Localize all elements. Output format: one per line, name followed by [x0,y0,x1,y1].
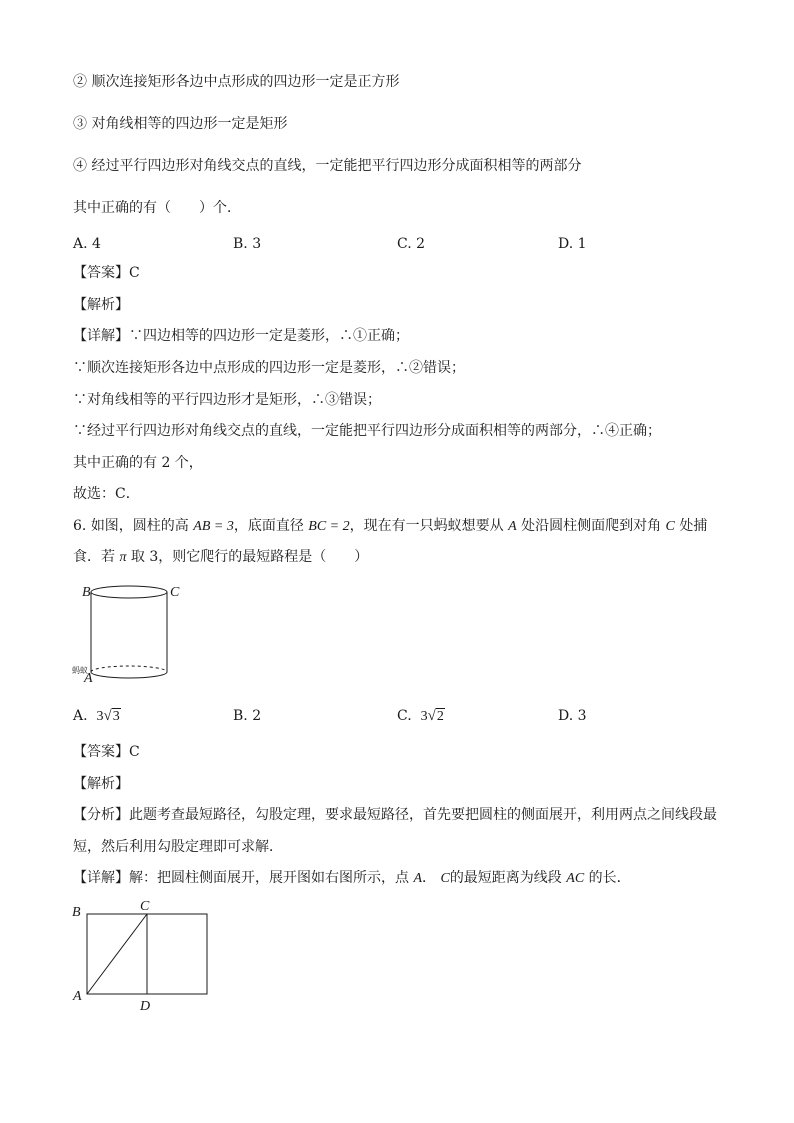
q5-answer [73,263,140,283]
q6-text: ，底面直径 [233,518,304,534]
statement-4: ④ 经过平行四边形对角线交点的直线，一定能把平行四边形分成面积相等的两部分 [73,158,582,174]
q6-point-c: C [665,519,675,534]
net-label-d: D [140,999,151,1014]
q5-option-d: D. 1 [558,236,587,252]
q6-text: ，现在有一只蚂蚁想要从 [349,518,504,534]
q5-option-a: A. 4 [73,236,101,252]
q6-analysis-line-2: 短，然后利用勾股定理即可求解． [73,839,283,855]
net-label-b: B [72,905,81,920]
q5-prompt: 其中正确的有（ ）个． [73,200,241,216]
cylinder-label-a: A [84,671,93,686]
q5-detail-line-1 [73,326,409,346]
q6-text: 取 3，则它爬行的最短路程是（ ） [130,549,369,565]
q5-detail-line-4: ∵经过平行四边形对角线交点的直线，一定能把平行四边形分成面积相等的两部分，∴④正确； [73,423,661,439]
q6-text: 如图，圆柱的高 [90,518,189,534]
cylinder-bottom-back [91,666,167,672]
analysis-text: 此题考查最短路径，勾股定理，要求最短路径，首先要把圆柱的侧面展开，利用两点之间线段最 [129,807,717,823]
q6-text-line-1 [73,516,707,537]
q6-text: 处捕 [679,518,708,534]
detail-point-c: C [440,871,450,886]
net-segment-ac [87,914,147,994]
q6-point-a: A [508,519,517,534]
q6-text: 处沿圆柱侧面爬到对角 [521,518,662,534]
q6-ab-eq: AB = 3 [193,519,234,534]
q6-option-d: D. 3 [558,708,587,724]
q6-detail-line [73,868,631,889]
detail-text: 的最短距离为线段 [449,870,562,886]
q5-analysis-tag: 【解析】 [73,297,129,313]
option-prefix: C. [397,708,412,724]
q5-detail-line-5: 其中正确的有 2 个， [73,455,203,471]
q6-option-c [397,706,445,727]
radical-3-sqrt-3: 3√3 [96,708,120,724]
detail-text: 解：把圆柱侧面展开，展开图如右图所示，点 [129,870,409,886]
cylinder-label-c: C [170,585,180,600]
q5-detail-line-2: ∵顺次连接矩形各边中点形成的四边形一定是菱形，∴②错误； [73,360,465,376]
radicand: 2 [436,709,444,724]
net-label-c: C [140,899,150,914]
q6-text: 食．若 [73,549,115,565]
detail-point-a: A [413,871,423,886]
q6-bc-eq: BC = 2 [308,519,350,534]
detail-text: 的长． [588,870,631,886]
cylinder-top-ellipse [91,586,167,598]
detail-tag: 【详解】 [73,328,129,344]
answer-tag: 【答案】 [73,265,129,281]
ant-label: 蚂蚁 [72,666,88,675]
net-label-a: A [73,989,82,1004]
cylinder-label-b: B [82,585,91,600]
radical-coef: 3 [420,709,428,724]
radicand: 3 [112,709,120,724]
q6-number: 6. [73,518,87,534]
q5-detail-line-3: ∵对角线相等的平行四边形才是矩形，∴③错误； [73,392,381,408]
answer-tag: 【答案】 [73,744,129,760]
radical-coef: 3 [96,709,104,724]
q6-analysis-line-1 [73,805,717,825]
q5-option-b: B. 3 [233,236,262,252]
detail-segment: AC [566,871,585,886]
cylinder-bottom-front [91,672,167,678]
q5-detail-line-6: 故选：C． [73,486,140,502]
q6-answer [73,742,140,762]
option-prefix: A. [73,708,88,724]
analysis-head: 【分析】 [73,807,129,823]
statement-2: ② 顺次连接矩形各边中点形成的四边形一定是正方形 [73,74,400,90]
q6-analysis-tag: 【解析】 [73,776,129,792]
unfolded-net-figure [70,898,220,1013]
cylinder-figure [70,580,180,690]
q6-text-line-2 [73,547,368,568]
detail-tag: 【详解】 [73,870,129,886]
detail-text: ． [422,870,437,886]
q5-option-c: C. 2 [397,236,426,252]
detail-text: ∵四边相等的四边形一定是菱形，∴①正确； [129,328,409,344]
statement-3: ③ 对角线相等的四边形一定是矩形 [73,116,288,132]
q6-option-a [73,706,121,727]
radical-3-sqrt-2: 3√2 [420,708,444,724]
q6-option-b: B. 2 [233,708,262,724]
q6-pi: π [119,550,127,565]
answer-value: C [129,265,140,281]
answer-value: C [129,744,140,760]
